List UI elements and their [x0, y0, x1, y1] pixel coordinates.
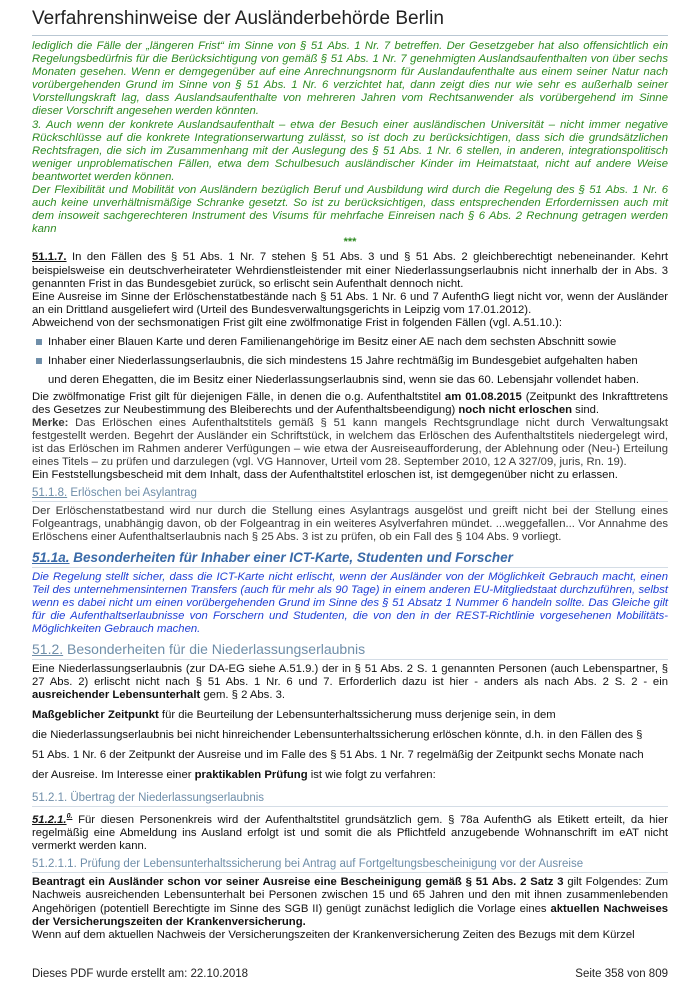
paragraph-51-2-1: 51.2.1.$^{0.}$ Für diesen Personenkreis wird der Aufenthaltstitel grundsätzlich gem. § 78a AufenthG als Etikett erteilt, da hier regelmäßig eine Abmeldung ins Ausland erfolgt ist und somit die als Pflichtfeld anzugebende Wohnanschrift im eAT nicht vermerkt werden kann. [32, 813, 668, 853]
paragraph-ausreise: Eine Ausreise im Sinne der Erlöschenstatbestände nach § 51 Abs. 1 Nr. 6 und 7 AufenthG liegt nicht vor, wenn der Ausländer an ein Drittland ausgeliefert wird (Urteil des Bundesverwaltungsgerichts in Leipzig vom 17.01.2012). [32, 290, 668, 316]
heading-number: 51.1a. [32, 549, 70, 565]
paragraph-asylantrag: Der Erlöschenstatbestand wird nur durch die Stellung eines Asylantrags ausgelöst und greift nicht bei der Stellung eines Folgeantrags, unabhängig davon, ob der Folgeantrag in ein weiteres Asylverfahren mündet. ...weggefallen... Vor Annahme des Erlöschens einer Aufenthaltserlaubnis nach § 25 Abs. 3 ist zu prüfen, ob ein Fall des § 104 Abs. 9 vorliegt. [32, 505, 668, 544]
paragraph-feststellungsbescheid: Ein Feststellungsbescheid mit dem Inhalt, dass der Aufenthaltstitel erloschen ist, ist demgegenüber nicht zu erlassen. [32, 469, 618, 482]
merke-note: Merke: Das Erlöschen eines Aufenthaltstitels gemäß § 51 kann mangels Rechtsgrundlage nicht durch Verwaltungsakt festgestellt werden. Begehrt der Ausländer ein Schriftstück, in welchem das Erlöschen des Aufenthaltstitels niedergelegt wird, ist das Erlöschen im Rahmen anderer Verfügungen – wie etwa der Ausreiseaufforderung, der Ablehnung oder (Neu-) Erteilung eines Titels – zu prüfen und darzulegen (vgl. VG Hannover, Urteil vom 28. September 2010, 12 A 327/09, juris, Rn. 19). [32, 416, 668, 469]
heading-51-2-1-1: 51.2.1.1. Prüfung der Lebensunterhaltssicherung bei Antrag auf Fortgeltungsbescheinigung vor der Ausreise [32, 858, 584, 871]
page-header-title: Verfahrenshinweise der Ausländerbehörde Berlin [32, 8, 444, 29]
divider [32, 501, 668, 502]
header-divider [32, 35, 668, 36]
paragraph-niederlassungserlaubnis: Eine Niederlassungserlaubnis (zur DA-EG siehe A.51.9.) der in § 51 Abs. 2 S. 1 genannten Personen (auch Lebenspartner, § 27 Abs. 2) erlischt nicht nach § 51 Abs. 1 Nr. 6 und 7. Erforderlich dazu ist hier - anders als nach Abs. 2 S. 2 - ein ausreichender Lebensunterhalt gem. § 2 Abs. 3. [32, 662, 668, 702]
paragraph-ict-karte: Die Regelung stellt sicher, dass die ICT-Karte nicht erlischt, wenn der Ausländer von der Möglichkeit Gebrauch macht, einen Teil des unternehmensinternen Transfers (auch für mehr als 90 Tage) in einem anderen EU-Mitgliedstaat durchzuführen, selbst wenn es dabei nicht um einen vorübergehenden Grund im Sinne des § 51 Absatz 1 Nummer 6 handeln sollte. Das Gleiche gilt für die Aufenthaltserlaubnisse von Forschern und Studenten, die von den in der REST-Richtlinie vorgesehenen Mobilitäts-Möglichkeiten Gebrauch machen. [32, 570, 668, 635]
list-item: Inhaber einer Niederlassungserlaubnis, die sich mindestens 15 Jahre rechtmäßig im Bundesgebiet aufgehalten haben [32, 352, 668, 371]
page-footer [32, 968, 668, 980]
zeitpunkt-block: Maßgeblicher Zeitpunkt für die Beurteilung der Lebensunterhaltssicherung muss derjenige sein, in dem die Niederlassungserlaubnis bei nicht hinreichender Lebensunterhaltssicherung erlöschen könnte, d.h. in den Fällen des § 51 Abs. 1 Nr. 6 der Zeitpunkt der Ausreise und im Falle des § 51 Abs. 1 Nr. 7 regelmäßig der Zeitpunkt sechs Monate nach der Ausreise. Im Interesse einer praktikablen Prüfung ist wie folgt zu verfahren: [32, 709, 644, 782]
merke-label: Merke: [32, 416, 69, 429]
bullet-icon [36, 358, 42, 364]
divider [32, 872, 668, 873]
section-separator: *** [343, 236, 357, 249]
heading-number: 51.2. [32, 640, 64, 657]
heading-number: 51.1.8. [32, 487, 68, 500]
footer-page-number: Seite 358 von 809 [575, 968, 668, 980]
divider [32, 659, 668, 660]
section-number: 51.2.1. [32, 814, 67, 827]
list-item-continuation: und deren Ehegatten, die im Besitz einer Niederlassungserlaubnis sind, wenn sie das 60. Lebensjahr vollendet haben. [48, 374, 639, 387]
green-paragraph-3: Der Flexibilität und Mobilität von Ausländern bezüglich Beruf und Ausbildung wird durch die Regelung des § 51 Abs. 1 Nr. 6 auch keine unverhältnismäßige Schranke gesetzt. So ist zu berücksichtigen, dass entsprechenden Erfordernissen auch mit dem insoweit sachgerechteren Instrument des Visums für mehrfache Einreisen nach § 6 Abs. 2 Rechnung getragen werden kann [32, 184, 668, 236]
document-body [32, 40, 668, 942]
section-51-1-7 [32, 251, 668, 290]
heading-51-1a: 51.1a. Besonderheiten für Inhaber einer ICT-Karte, Studenten und Forscher [32, 549, 513, 565]
bullet-icon [36, 339, 42, 345]
paragraph-zwoelf-monate: Abweichend von der sechsmonatigen Frist gilt eine zwölfmonatige Frist in folgenden Fällen (vgl. A.51.10.): [32, 316, 562, 329]
paragraph-frist: Die zwölfmonatige Frist gilt für diejenigen Fälle, in denen die o.g. Aufenthaltstitel am 01.08.2015 (Zeitpunkt des Inkrafttretens des Gesetzes zur Neubestimmung des Bleiberechts und der Aufenthaltsbeendigung) noch nicht erloschen sind. [32, 390, 668, 416]
paragraph-versicherungszeiten: Wenn auf dem aktuellen Nachweis der Versicherungszeiten der Krankenversicherung Zeiten des Bezugs mit dem Kürzel [32, 928, 635, 941]
divider [32, 806, 668, 807]
green-paragraph-1: lediglich die Fälle der „längeren Frist“ im Sinne von § 51 Abs. 1 Nr. 7 betreffen. Der Gesetzgeber hat also offensichtlich ein Regelungsbedürfnis für die Berücksichtigung von gemäß § 51 Abs. 1 Nr. 7 genehmigten Auslandsaufenthalten von über sechs Monaten gesehen. Wenn er demgegenüber auf eine Anrechnungsnorm für Auslandaufenthalte aus einem seiner Natur nach vorübergehenden Grund im Sinne von § 51 Abs. 1 Nr. 6 verzichtet hat, dann zeigt dies nur wie sehr es außerhalb seiner Vorstellungskraft lag, dass Auslandsaufenthalte von mehreren Jahren vom Rechtsanwender als vorübergehend im Sinne dieser Vorschrift angesehen werden könnten. [32, 40, 668, 118]
paragraph-51-2-1-1: Beantragt ein Ausländer schon vor seiner Ausreise eine Bescheinigung gemäß § 51 Abs. 2 Satz 3 gilt Folgendes: Zum Nachweis ausreichenden Lebensunterhalt bei Personen zwischen 15 und 65 Jahren und den mit ihnen zusammenlebenden Angehörigen (potentiell Berechtigte im Sinne des SGB II) genügt zunächst lediglich die Vorlage eines aktuellen Nachweises der Versicherungszeiten der Krankenversicherung. [32, 876, 669, 928]
section-text: In den Fällen des § 51 Abs. 1 Nr. 7 stehen § 51 Abs. 3 und § 51 Abs. 2 gleichberechtigt nebeneinander. Kehrt beispielsweise ein deutschverheirateter Wehrdienstleistender mit einer Niederlassungserlaubnis nicht innerhalb der in Abs. 3 genannten Frist in das Bundesgebiet zurück, so erlischt sein Aufenthalt dennoch nicht. [32, 251, 668, 290]
green-paragraph-2: 3. Auch wenn der konkrete Auslandsaufenthalt – etwa der Besuch einer ausländischen Universität – nicht immer negative Rückschlüsse auf die konkrete Integrationserwartung zulässt, so ist doch zu berücksichtigen, dass sich die grundsätzlichen Rechtsfragen, die sich im Zusammenhang mit der Auslegung des § 51 Abs. 1 Nr. 6 stellen, in anderen, integrationspolitisch weniger unproblematischen Fällen, etwa dem Schulbesuch ausländischer Kinder im Heimatstaat, nicht auf andere Weise beantwortet werden können. [32, 118, 668, 183]
heading-51-2-1: 51.2.1. Übertrag der Niederlassungserlaubnis [32, 792, 265, 805]
heading-51-1-8: 51.1.8. Erlöschen bei Asylantrag [32, 487, 197, 500]
footer-created-date: Dieses PDF wurde erstellt am: 22.10.2018 [32, 968, 249, 980]
list-item: Inhaber einer Blauen Karte und deren Familienangehörige im Besitz einer AE nach dem sechsten Abschnitt sowie [32, 333, 668, 352]
section-number: 51.1.7. [32, 251, 67, 264]
heading-51-2: 51.2. Besonderheiten für die Niederlassungserlaubnis [32, 640, 366, 657]
divider [32, 567, 668, 568]
